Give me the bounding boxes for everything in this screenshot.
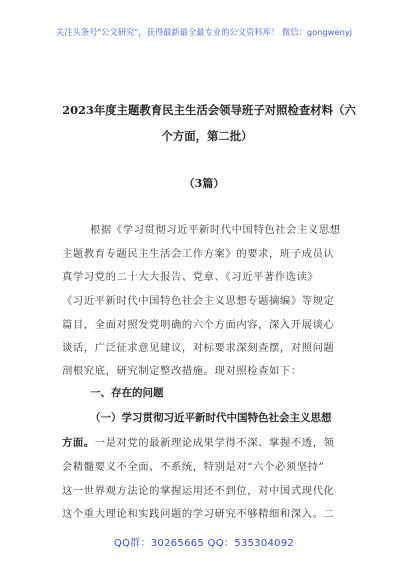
paragraph-line: 《习近平新时代中国特色社会主义思想专题摘编》等规定 [62,295,335,307]
paragraph-line: 根据《学习贯彻习近平新时代中国特色社会主义思想 [90,224,341,236]
paragraph-line: 会精髓要义不全面、不系统，特别是对“六个必须坚持” [62,461,325,473]
paragraph-line [62,434,334,449]
paragraph-line: 这一世界观方法论的掌握运用还不到位，对中国式现代化 [62,485,335,497]
paragraph-line: 真学习党的二十大大报告、党章、《习近平著作选读》 [62,271,319,283]
article-count: （3篇） [183,177,225,190]
paragraph-text: 一是对党的最新理论成果学得不深、掌握不透，领 [94,437,335,449]
footer-contact: QQ群：30265665 QQ：535304092 [113,538,295,549]
subsection-heading: （一）学习贯彻习近平新时代中国特色社会主义思想 [90,412,332,424]
subsection-heading-tail: 方面。 [62,437,95,449]
paragraph-line: 主题教育专题民主生活会工作方案》的要求，班子成员认 [62,248,335,260]
document-title-line1: 2023年度主题教育民主生活会领导班子对照检查材料（六 [62,103,356,117]
paragraph-line: 这个重大理论和实践问题的学习研究不够精细和深入。二 [62,508,335,520]
section-heading: 一、存在的问题 [90,387,164,399]
document-title-line2: 个方面，第二批） [161,129,253,143]
promo-banner: 关注头条号"公文研究"，获得最新最全最专业的公文资料库！ 微信：gongwenyj [55,27,353,37]
paragraph-line: 剖根究底，研究制定整改措施。现对照检查如下： [62,365,302,377]
paragraph-line: 谈话，广泛征求意见建议，对标要求深刻查摆，对照问题 [62,342,335,354]
paragraph-line: 篇目，全面对照发党明确的六个方面内容，深入开展谈心 [62,319,335,331]
